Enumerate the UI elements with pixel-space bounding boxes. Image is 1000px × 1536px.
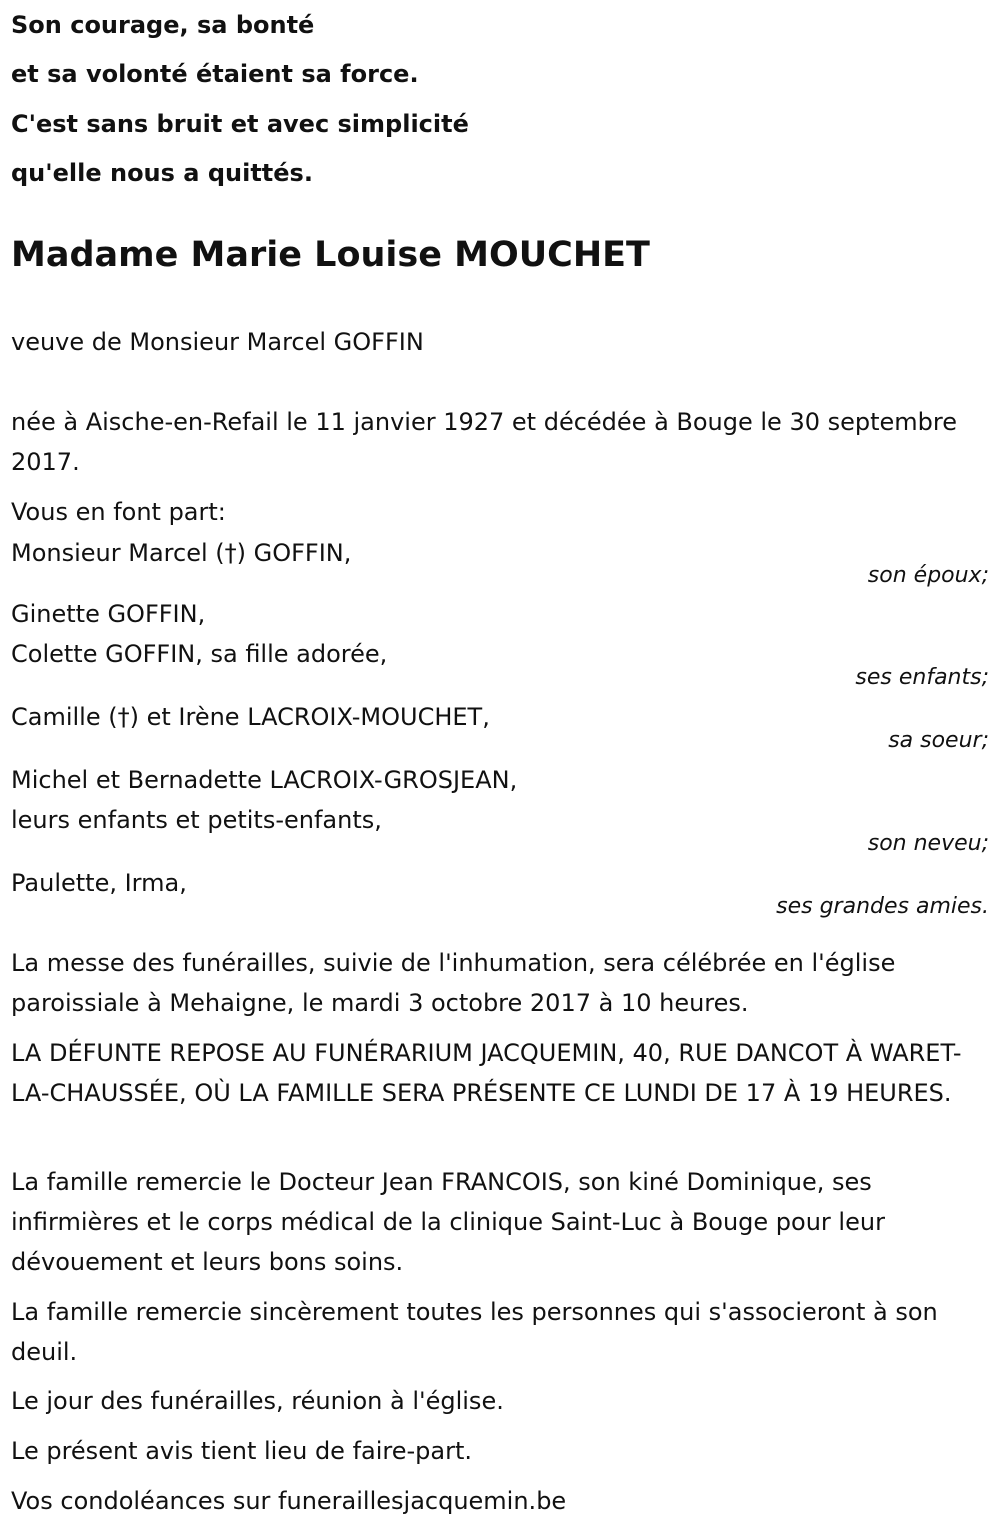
quote-line: qu'elle nous a quittés. [11, 159, 313, 187]
family-member: Camille (†) et Irène LACROIX-MOUCHET, [11, 703, 490, 731]
family-role: sa soeur; [888, 728, 989, 753]
meeting-info: Le jour des funérailles, réunion à l'église. [11, 1387, 504, 1415]
funerarium-info: LA DÉFUNTE REPOSE AU FUNÉRARIUM JACQUEMIN, 40, RUE DANCOT À WARET-LA-CHAUSSÉE, OÙ LA FAMILLE SERA PRÉSENTE CE LUNDI DE 17 À 19 HEURES. [11, 1039, 962, 1107]
deceased-name: Madame Marie Louise MOUCHET [11, 235, 650, 275]
family-role: son neveu; [867, 831, 989, 856]
condolences-link[interactable]: Vos condoléances sur funeraillesjacquemin.be [11, 1487, 567, 1515]
family-member: leurs enfants et petits-enfants, [11, 806, 382, 834]
family-role: son époux; [867, 563, 989, 588]
family-member: Michel et Bernadette LACROIX-GROSJEAN, [11, 766, 518, 794]
family-member: Monsieur Marcel (†) GOFFIN, [11, 539, 352, 567]
family-role: ses grandes amies. [776, 894, 989, 919]
thanks-attendees: La famille remercie sincèrement toutes les personnes qui s'associeront à son deuil. [11, 1298, 938, 1366]
quote-line: Son courage, sa bonté [11, 11, 315, 39]
thanks-medical: La famille remercie le Docteur Jean FRANCOIS, son kiné Dominique, ses infirmières et le corps médical de la clinique Saint-Luc à Bouge pour leur dévouement et leurs bons soins. [11, 1168, 885, 1276]
family-member: Paulette, Irma, [11, 869, 187, 897]
quote-line: et sa volonté étaient sa force. [11, 60, 419, 88]
family-role: ses enfants; [855, 665, 989, 690]
family-member: Colette GOFFIN, sa fille adorée, [11, 640, 388, 668]
announcement-intro: Vous en font part: [11, 498, 226, 526]
family-member: Ginette GOFFIN, [11, 600, 206, 628]
birth-death: née à Aische-en-Refail le 11 janvier 1927 et décédée à Bouge le 30 septembre 2017. [11, 408, 958, 476]
quote-line: C'est sans bruit et avec simplicité [11, 110, 469, 138]
funeral-mass-info: La messe des funérailles, suivie de l'inhumation, sera célébrée en l'église paroissiale à Mehaigne, le mardi 3 octobre 2017 à 10 heures. [11, 949, 896, 1017]
widow-of: veuve de Monsieur Marcel GOFFIN [11, 328, 424, 356]
notice-statement: Le présent avis tient lieu de faire-part. [11, 1437, 473, 1465]
